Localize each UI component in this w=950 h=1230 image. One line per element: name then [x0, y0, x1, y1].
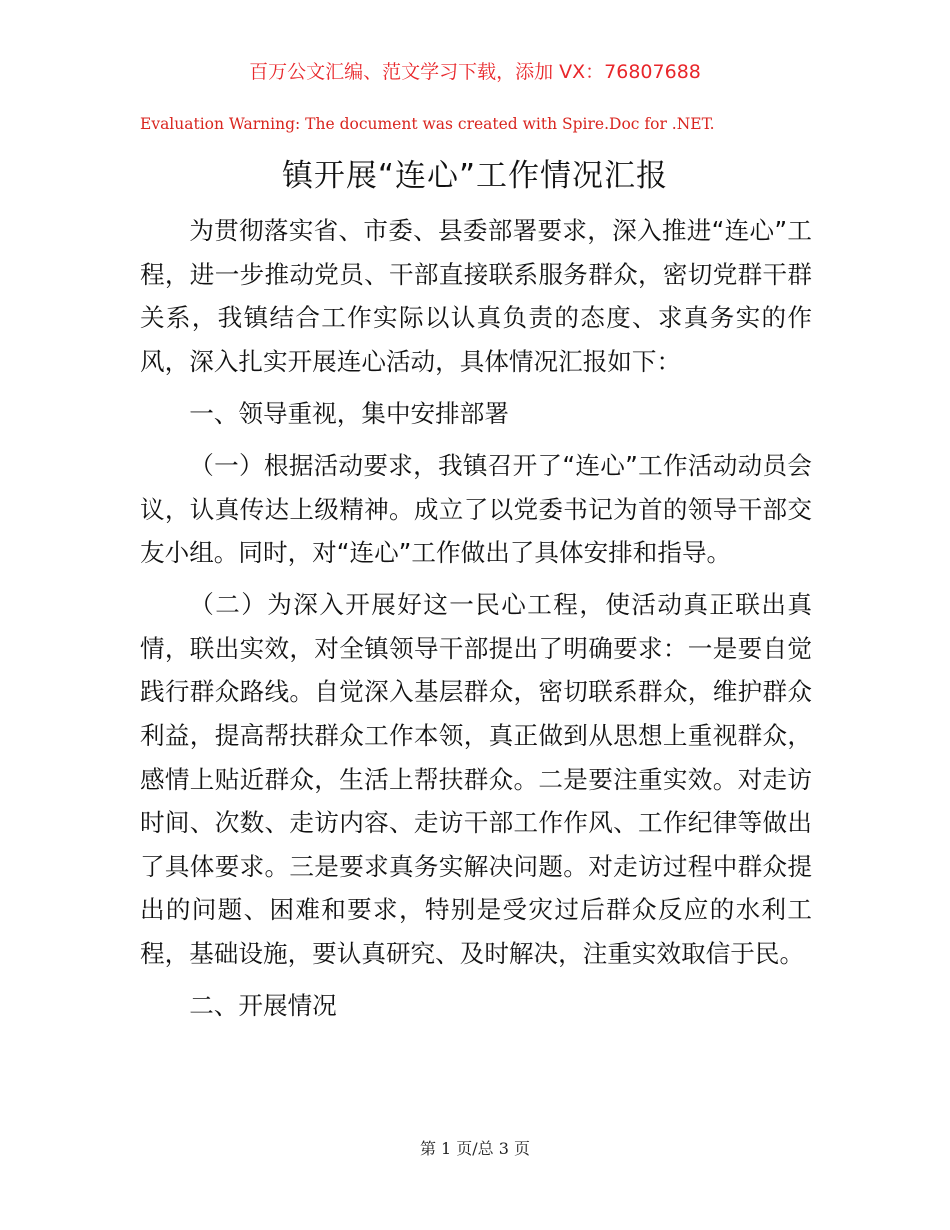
paragraph-item-2: （二）为深入开展好这一民心工程，使活动真正联出真情，联出实效，对全镇领导干部提出了明确要求：一是要自觉践行群众路线。自觉深入基层群众，密切联系群众，维护群众利益，提高帮扶群众工作本领，真正做到从思想上重视群众，感情上贴近群众，生活上帮扶群众。二是要注重实效。对走访时间、次数、走访内容、走访干部工作作风、工作纪律等做出了具体要求。三是要求真务实解决问题。对走访过程中群众提出的问题、困难和要求，特别是受灾过后群众反应的水利工程，基础设施，要认真研究、及时解决，注重实效取信于民。	[140, 590, 812, 968]
promo-banner: 百万公文汇编、范文学习下载，添加 VX：76807688	[249, 61, 701, 83]
section-heading-1: 一、领导重视，集中安排部署	[189, 398, 509, 428]
document-title: 镇开展“连心”工作情况汇报	[281, 158, 669, 194]
paragraph-item-1: （一）根据活动要求，我镇召开了“连心”工作活动动员会议，认真传达上级精神。成立了以党委书记为首的领导干部交友小组。同时，对“连心”工作做出了具体安排和指导。	[140, 450, 812, 568]
paragraph-intro: 为贯彻落实省、市委、县委部署要求，深入推进“连心”工程，进一步推动党员、干部直接联系服务群众，密切党群干群关系，我镇结合工作实际以认真负责的态度、求真务实的作风，深入扎实开展连心活动，具体情况汇报如下：	[140, 216, 812, 376]
page-footer: 第 1 页/总 3 页	[419, 1139, 531, 1158]
section-heading-2: 二、开展情况	[189, 991, 337, 1021]
document-body	[140, 209, 812, 1028]
evaluation-warning: Evaluation Warning: The document was created with Spire.Doc for .NET.	[140, 115, 715, 133]
